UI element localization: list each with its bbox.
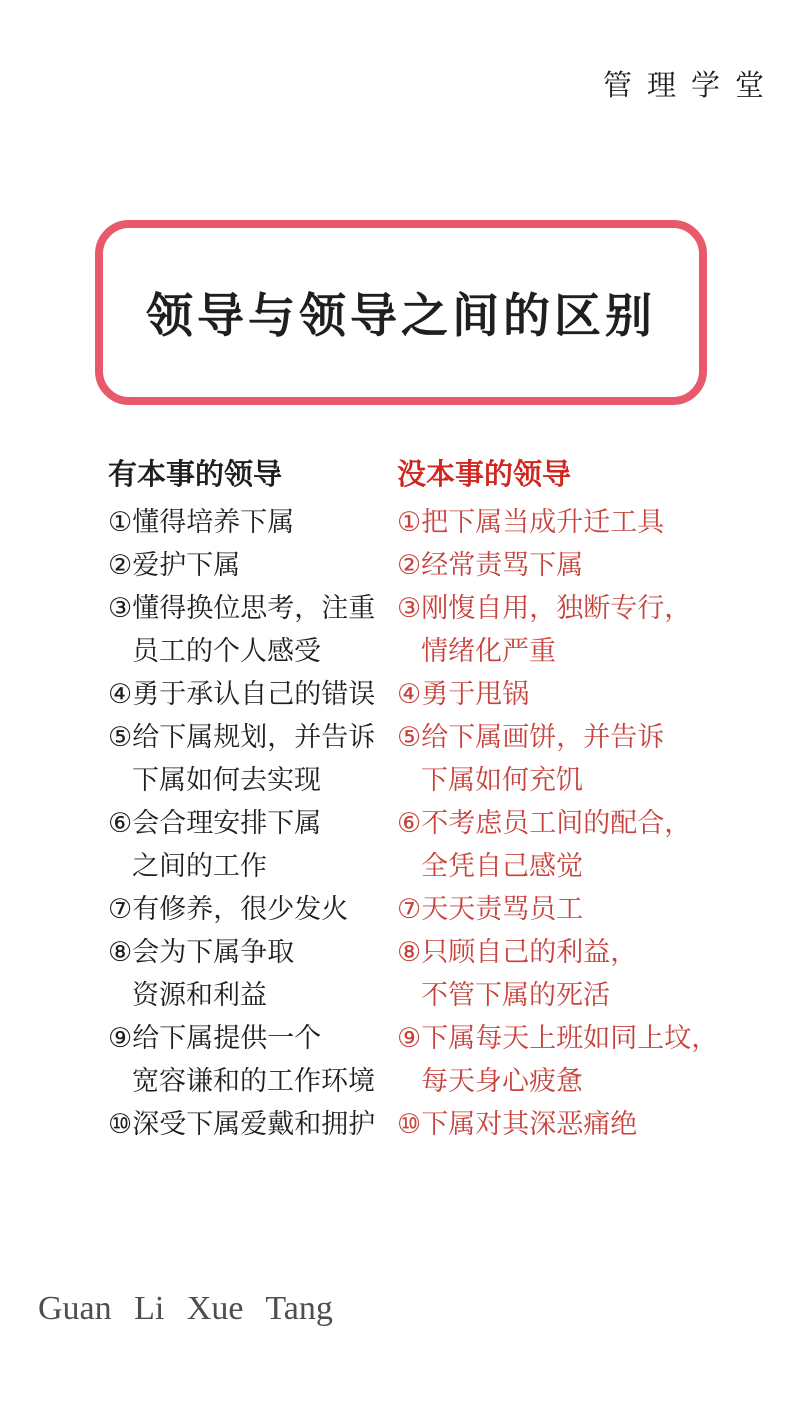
list-line-bad-6-cont: 全凭自己感觉: [421, 851, 583, 882]
list-line-bad-2: ②经常责骂下属: [397, 550, 584, 581]
list-line-good-1: ①懂得培养下属: [108, 507, 295, 538]
list-line-good-6: ⑥会合理安排下属: [108, 808, 322, 839]
title-box: [95, 220, 707, 405]
header-brand: 管理学堂: [602, 68, 779, 102]
list-line-good-7: ⑦有修养，很少发火: [108, 894, 349, 925]
list-line-bad-3: ③刚愎自用，独断专行，: [397, 593, 692, 624]
list-line-bad-8: ⑧只顾自己的利益，: [397, 937, 638, 968]
list-line-good-8: ⑧会为下属争取: [108, 937, 295, 968]
footer-brand: Guan Li Xue Tang: [38, 1290, 333, 1327]
list-line-bad-4: ④勇于甩锅: [397, 679, 530, 710]
list-line-bad-8-cont: 不管下属的死活: [421, 980, 610, 1011]
list-line-good-6-cont: 之间的工作: [132, 851, 267, 882]
list-line-bad-1: ①把下属当成升迁工具: [397, 507, 665, 538]
list-line-good-5: ⑤给下属规划，并告诉: [108, 722, 376, 753]
list-line-bad-7: ⑦天天责骂员工: [397, 894, 584, 925]
list-line-bad-6: ⑥不考虑员工间的配合，: [397, 808, 692, 839]
column-incapable-heading: 没本事的领导: [397, 457, 572, 491]
column-capable-leader: [108, 454, 375, 1146]
list-line-bad-9-cont: 每天身心疲惫: [421, 1066, 583, 1097]
column-capable-heading: 有本事的领导: [108, 457, 283, 491]
list-line-good-9: ⑨给下属提供一个: [108, 1023, 322, 1054]
list-line-good-3: ③懂得换位思考，注重: [108, 593, 376, 624]
list-line-good-2: ②爱护下属: [108, 550, 241, 581]
list-line-good-10: ⑩深受下属爱戴和拥护: [108, 1109, 376, 1140]
list-line-bad-5: ⑤给下属画饼，并告诉: [397, 722, 665, 753]
list-line-good-4: ④勇于承认自己的错误: [108, 679, 376, 710]
list-line-bad-9: ⑨下属每天上班如同上坟，: [397, 1023, 719, 1054]
column-incapable-leader: [397, 454, 718, 1146]
list-line-good-3-cont: 员工的个人感受: [132, 636, 321, 667]
page-title: 领导与领导之间的区别: [146, 289, 656, 344]
list-line-bad-5-cont: 下属如何充饥: [421, 765, 583, 796]
list-line-good-9-cont: 宽容谦和的工作环境: [132, 1066, 375, 1097]
list-line-good-8-cont: 资源和利益: [132, 980, 267, 1011]
list-line-bad-10: ⑩下属对其深恶痛绝: [397, 1109, 638, 1140]
list-line-bad-3-cont: 情绪化严重: [421, 636, 556, 667]
list-line-good-5-cont: 下属如何去实现: [132, 765, 321, 796]
